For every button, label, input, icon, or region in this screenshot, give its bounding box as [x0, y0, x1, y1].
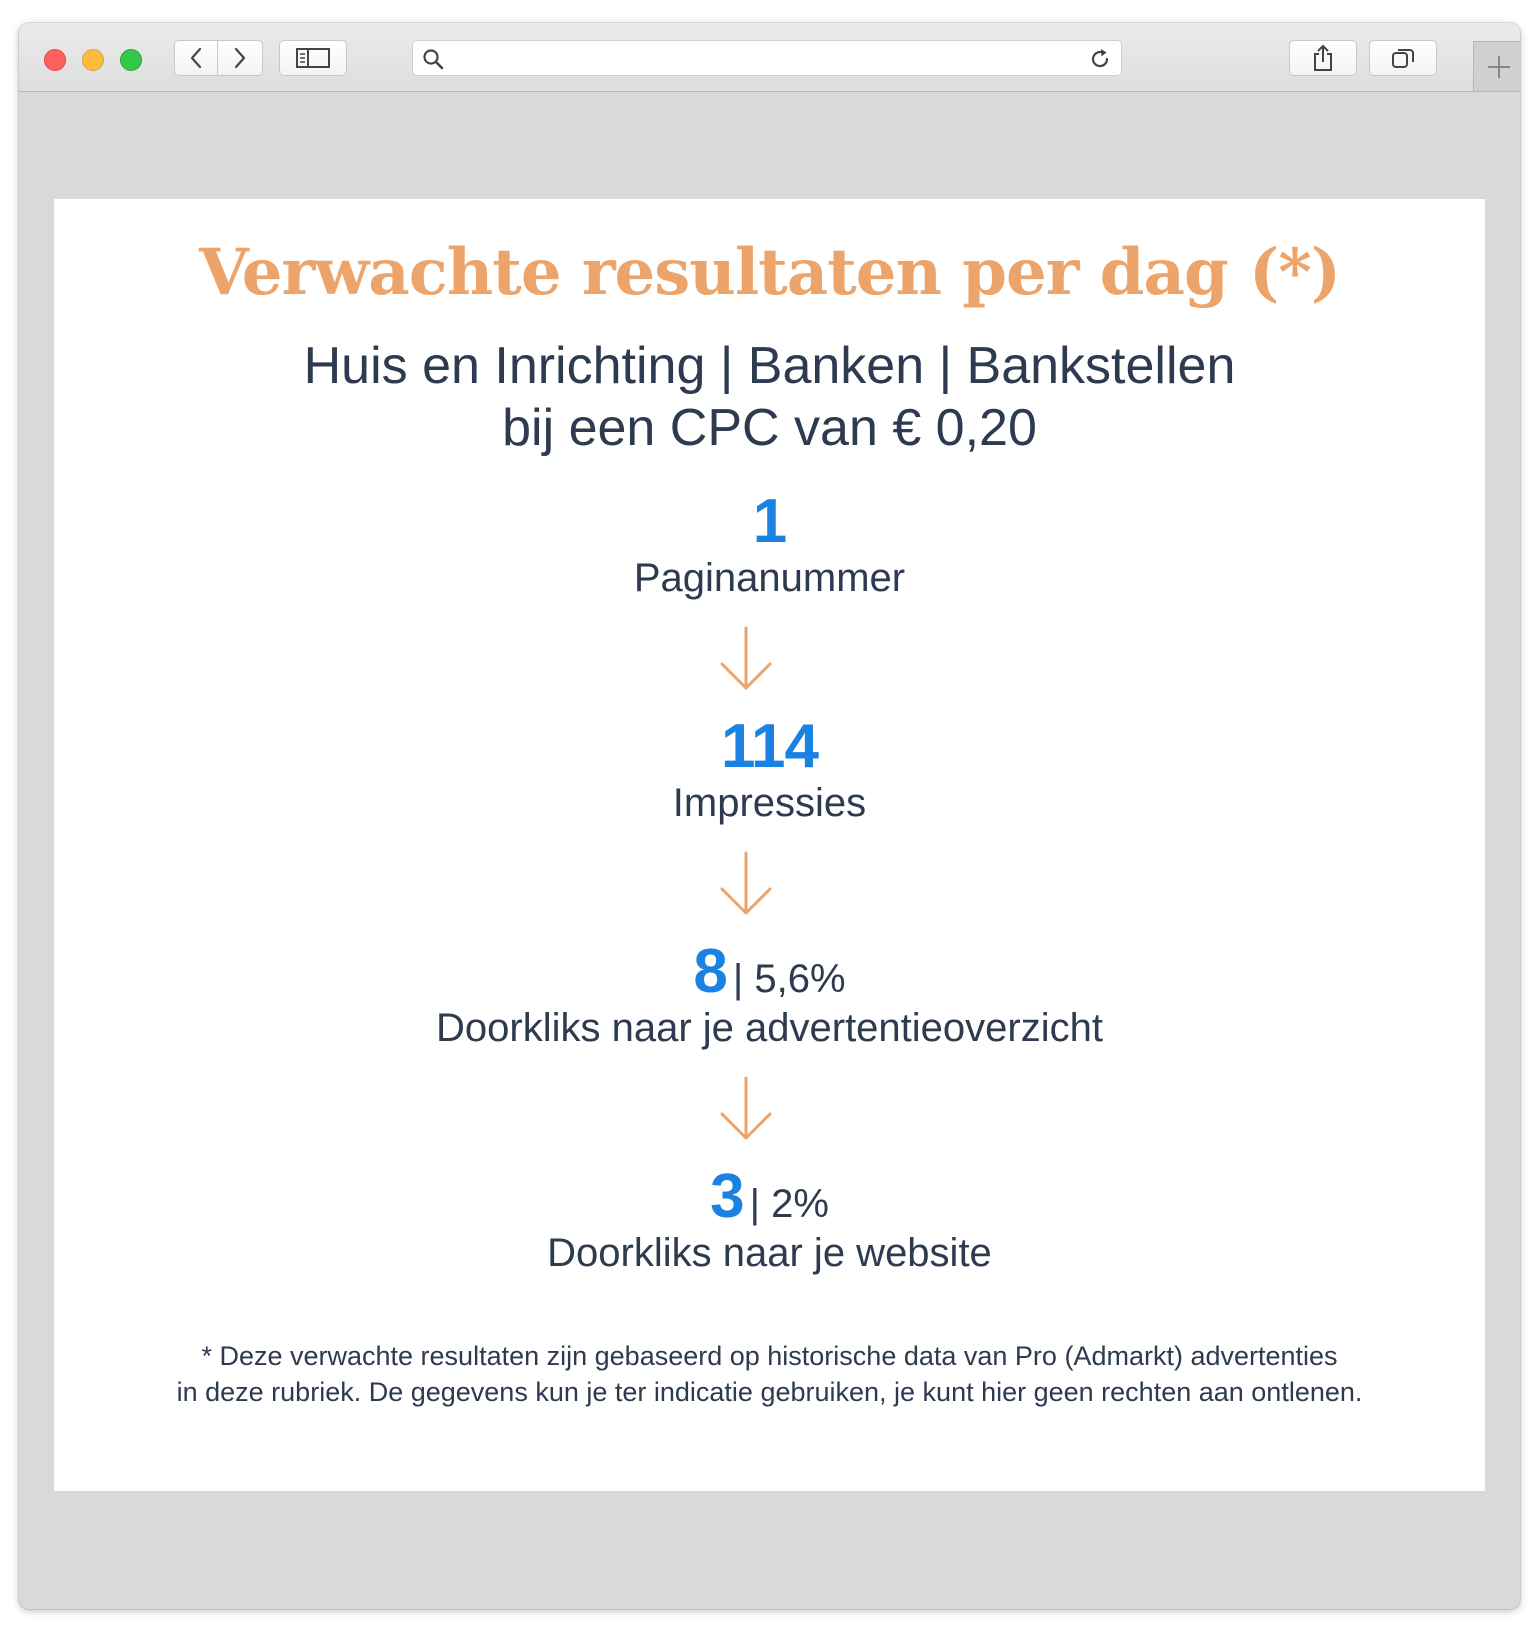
results-card — [54, 199, 1485, 1491]
cpc-info: bij een CPC van € 0,20 — [502, 399, 1037, 457]
arrow-down-icon — [716, 626, 776, 692]
browser-window — [19, 23, 1520, 1609]
zoom-window-button[interactable] — [120, 49, 142, 71]
subtitle — [54, 335, 1485, 459]
back-button[interactable] — [174, 40, 218, 76]
new-tab-button[interactable] — [1473, 41, 1520, 91]
browser-toolbar — [19, 23, 1520, 92]
category-path: Huis en Inrichting | Banken | Bankstellen — [303, 337, 1236, 395]
forward-icon — [233, 47, 247, 69]
address-bar[interactable] — [412, 40, 1122, 76]
metric-label: Paginanummer — [633, 556, 906, 600]
arrow-down-icon — [716, 1076, 776, 1142]
footnote-line: * Deze verwachte resultaten zijn gebaseerd op historische data van Pro (Admarkt) advertenties — [201, 1341, 1338, 1371]
minimize-window-button[interactable] — [82, 49, 104, 71]
share-icon — [1312, 44, 1334, 72]
page-title: Verwachte resultaten per dag (*) — [198, 235, 1341, 310]
metric-clicks-website — [54, 1162, 1485, 1277]
metric-value: 1 — [752, 487, 787, 556]
address-input[interactable] — [453, 45, 1057, 73]
arrow-down-icon — [716, 851, 776, 917]
metric-label: Doorkliks naar je website — [547, 1231, 992, 1275]
metric-value: 3 — [710, 1162, 744, 1231]
back-icon — [189, 47, 203, 69]
close-window-button[interactable] — [44, 49, 66, 71]
metric-percent: | 5,6% — [732, 957, 846, 1001]
sidebar-icon — [296, 48, 330, 68]
metric-value: 114 — [720, 712, 819, 781]
share-button[interactable] — [1289, 40, 1357, 76]
show-tabs-button[interactable] — [1369, 40, 1437, 76]
tabs-icon — [1391, 47, 1415, 69]
metric-page-number — [54, 487, 1485, 602]
metric-clicks-overview — [54, 937, 1485, 1052]
metric-percent: | 2% — [749, 1182, 829, 1226]
footnote-line: in deze rubriek. De gegevens kun je ter indicatie gebruiken, je kunt hier geen rechten aan ontlenen. — [176, 1377, 1363, 1407]
forward-button[interactable] — [217, 40, 263, 76]
metric-label: Impressies — [672, 781, 867, 825]
search-icon — [421, 47, 445, 71]
metric-value: 8 — [693, 937, 727, 1006]
reload-icon[interactable] — [1087, 46, 1113, 72]
disclaimer-footnote — [54, 1338, 1485, 1410]
plus-icon — [1486, 54, 1512, 80]
metric-impressions — [54, 712, 1485, 827]
metric-label: Doorkliks naar je advertentieoverzicht — [436, 1006, 1103, 1050]
sidebar-toggle-button[interactable] — [279, 40, 347, 76]
